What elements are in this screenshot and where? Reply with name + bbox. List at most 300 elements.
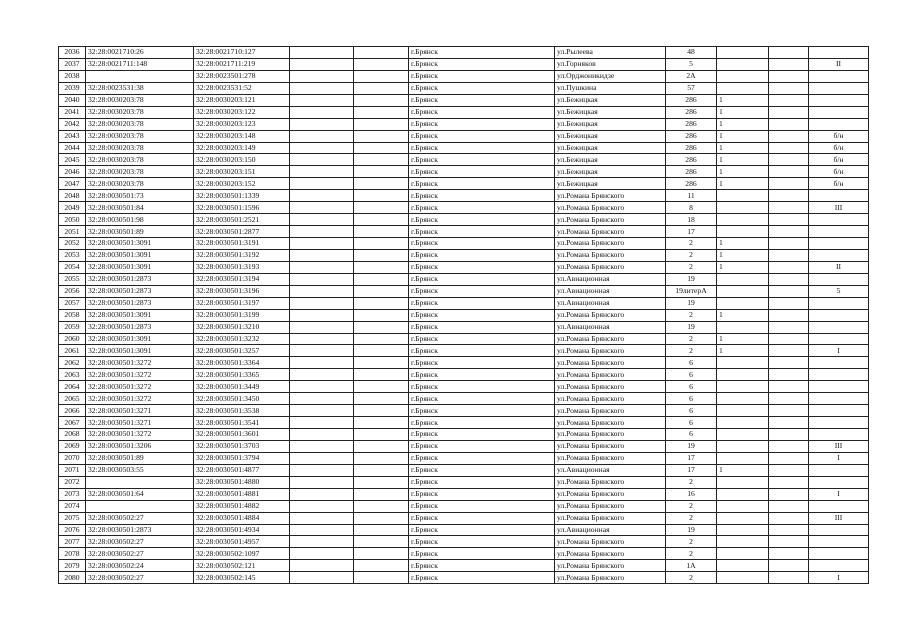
cell-city: г.Брянск xyxy=(409,130,555,142)
cell-city: г.Брянск xyxy=(409,572,555,584)
cell-row-number: 2046 xyxy=(59,166,86,178)
cell-house: 57 xyxy=(666,82,717,94)
cadastral-table xyxy=(58,46,869,584)
cell-letter xyxy=(809,309,869,321)
cell-parcel-number: 32:28:0030203:78 xyxy=(86,154,194,166)
cell-letter: б/н xyxy=(809,166,869,178)
table-row xyxy=(59,417,869,429)
cell-col-empty-3 xyxy=(769,82,809,94)
cell-col-empty-1 xyxy=(290,548,354,560)
cell-col-empty-2 xyxy=(354,238,409,250)
table-row xyxy=(59,381,869,393)
cell-city: г.Брянск xyxy=(409,238,555,250)
table-row xyxy=(59,440,869,452)
cell-street: ул.Романа Брянского xyxy=(555,429,666,441)
cell-parcel-number: 32:28:0030501:98 xyxy=(86,214,194,226)
cell-letter: III xyxy=(809,512,869,524)
cell-parcel-number: 32:28:0030203:78 xyxy=(86,178,194,190)
cell-parcel-number: 32:28:0030501:3091 xyxy=(86,261,194,273)
cell-row-number: 2039 xyxy=(59,82,86,94)
cell-street: ул.Романа Брянского xyxy=(555,238,666,250)
cell-flat xyxy=(717,47,769,59)
cell-col-empty-1 xyxy=(290,273,354,285)
cell-flat xyxy=(717,321,769,333)
cell-city: г.Брянск xyxy=(409,548,555,560)
cell-flat xyxy=(717,488,769,500)
cell-house: 286 xyxy=(666,178,717,190)
cell-parcel-number: 32:28:0030502:27 xyxy=(86,572,194,584)
cell-col-empty-3 xyxy=(769,226,809,238)
cell-house: 2 xyxy=(666,500,717,512)
cell-flat: 1 xyxy=(717,178,769,190)
cell-street: ул.Романа Брянского xyxy=(555,548,666,560)
cell-house: 1А xyxy=(666,560,717,572)
cell-col-empty-2 xyxy=(354,118,409,130)
cell-street: ул.Горняков xyxy=(555,58,666,70)
cell-row-number: 2054 xyxy=(59,261,86,273)
cell-city: г.Брянск xyxy=(409,154,555,166)
cell-col-empty-3 xyxy=(769,381,809,393)
cell-col-empty-2 xyxy=(354,47,409,59)
cell-house: 2 xyxy=(666,333,717,345)
cell-parcel-number: 32:28:0030502:27 xyxy=(86,548,194,560)
cell-house: 2 xyxy=(666,238,717,250)
cell-col-empty-2 xyxy=(354,321,409,333)
cell-letter xyxy=(809,321,869,333)
cell-street: ул.Романа Брянского xyxy=(555,357,666,369)
cell-col-empty-2 xyxy=(354,333,409,345)
cell-col-empty-1 xyxy=(290,572,354,584)
cell-object-number: 32:28:0030501:3196 xyxy=(194,285,290,297)
cell-flat: 1 xyxy=(717,238,769,250)
cell-col-empty-1 xyxy=(290,82,354,94)
cell-house: 16 xyxy=(666,488,717,500)
cell-object-number: 32:28:0030501:3364 xyxy=(194,357,290,369)
cell-col-empty-2 xyxy=(354,297,409,309)
cell-city: г.Брянск xyxy=(409,202,555,214)
cell-house: 6 xyxy=(666,381,717,393)
table-row xyxy=(59,548,869,560)
cell-col-empty-1 xyxy=(290,405,354,417)
cell-row-number: 2040 xyxy=(59,94,86,106)
cell-col-empty-1 xyxy=(290,285,354,297)
cell-street: ул.Бежицкая xyxy=(555,166,666,178)
cell-parcel-number: 32:28:0030501:3091 xyxy=(86,309,194,321)
cell-row-number: 2041 xyxy=(59,106,86,118)
cell-object-number: 32:28:0030501:3703 xyxy=(194,440,290,452)
cell-col-empty-2 xyxy=(354,536,409,548)
cell-col-empty-3 xyxy=(769,440,809,452)
cell-letter xyxy=(809,464,869,476)
cell-letter xyxy=(809,548,869,560)
cell-col-empty-2 xyxy=(354,381,409,393)
cell-house: 2 xyxy=(666,249,717,261)
cell-row-number: 2061 xyxy=(59,345,86,357)
cell-flat: 1 xyxy=(717,464,769,476)
cell-house: 11 xyxy=(666,190,717,202)
cell-flat xyxy=(717,214,769,226)
cell-object-number: 32:28:0030203:121 xyxy=(194,94,290,106)
cell-house: 2 xyxy=(666,536,717,548)
cell-col-empty-3 xyxy=(769,178,809,190)
table-row xyxy=(59,142,869,154)
cell-flat: 1 xyxy=(717,249,769,261)
cell-flat xyxy=(717,70,769,82)
cell-flat xyxy=(717,226,769,238)
cell-parcel-number: 32:28:0030501:3272 xyxy=(86,429,194,441)
cell-street: ул.Романа Брянского xyxy=(555,476,666,488)
cell-row-number: 2036 xyxy=(59,47,86,59)
cell-house: 2 xyxy=(666,309,717,321)
cell-row-number: 2056 xyxy=(59,285,86,297)
cell-city: г.Брянск xyxy=(409,47,555,59)
cell-parcel-number: 32:28:0030501:2873 xyxy=(86,273,194,285)
cell-city: г.Брянск xyxy=(409,381,555,393)
cell-object-number: 32:28:0021711:219 xyxy=(194,58,290,70)
cell-city: г.Брянск xyxy=(409,214,555,226)
cell-parcel-number: 32:28:0030501:3091 xyxy=(86,345,194,357)
cell-letter: 5 xyxy=(809,285,869,297)
cell-street: ул.Романа Брянского xyxy=(555,202,666,214)
cell-parcel-number: 32:28:0030501:2873 xyxy=(86,285,194,297)
table-row xyxy=(59,500,869,512)
cell-col-empty-2 xyxy=(354,560,409,572)
cell-col-empty-3 xyxy=(769,393,809,405)
cell-flat xyxy=(717,58,769,70)
cell-parcel-number: 32:28:0030501:64 xyxy=(86,488,194,500)
cell-city: г.Брянск xyxy=(409,178,555,190)
cell-col-empty-3 xyxy=(769,548,809,560)
cell-letter: б/н xyxy=(809,154,869,166)
cell-flat xyxy=(717,393,769,405)
cell-col-empty-3 xyxy=(769,476,809,488)
table-row xyxy=(59,476,869,488)
cell-city: г.Брянск xyxy=(409,285,555,297)
cell-col-empty-1 xyxy=(290,238,354,250)
cell-row-number: 2059 xyxy=(59,321,86,333)
cell-row-number: 2051 xyxy=(59,226,86,238)
cell-city: г.Брянск xyxy=(409,82,555,94)
cell-flat: 1 xyxy=(717,142,769,154)
cell-col-empty-1 xyxy=(290,321,354,333)
cell-parcel-number: 32:28:0030501:89 xyxy=(86,226,194,238)
cell-object-number: 32:28:0030501:3210 xyxy=(194,321,290,333)
cell-house: 2 xyxy=(666,548,717,560)
cell-city: г.Брянск xyxy=(409,524,555,536)
cell-row-number: 2045 xyxy=(59,154,86,166)
cell-city: г.Брянск xyxy=(409,166,555,178)
cell-house: 6 xyxy=(666,357,717,369)
cell-flat xyxy=(717,405,769,417)
cell-row-number: 2077 xyxy=(59,536,86,548)
cell-col-empty-2 xyxy=(354,393,409,405)
cell-object-number: 32:28:0030501:3365 xyxy=(194,369,290,381)
cell-col-empty-3 xyxy=(769,417,809,429)
cell-col-empty-2 xyxy=(354,440,409,452)
table-row xyxy=(59,94,869,106)
table-row xyxy=(59,238,869,250)
cell-object-number: 32:28:0030501:4884 xyxy=(194,512,290,524)
cell-letter xyxy=(809,429,869,441)
table-row xyxy=(59,405,869,417)
cell-col-empty-2 xyxy=(354,249,409,261)
table-row xyxy=(59,321,869,333)
cell-col-empty-2 xyxy=(354,405,409,417)
table-row xyxy=(59,297,869,309)
cell-city: г.Брянск xyxy=(409,273,555,285)
cell-city: г.Брянск xyxy=(409,452,555,464)
cell-flat xyxy=(717,572,769,584)
cell-object-number: 32:28:0030203:152 xyxy=(194,178,290,190)
cell-city: г.Брянск xyxy=(409,429,555,441)
cell-object-number: 32:28:0030501:3199 xyxy=(194,309,290,321)
cell-row-number: 2078 xyxy=(59,548,86,560)
cell-object-number: 32:28:0030203:123 xyxy=(194,118,290,130)
cell-object-number: 32:28:0030501:2877 xyxy=(194,226,290,238)
cell-row-number: 2067 xyxy=(59,417,86,429)
cell-parcel-number: 32:28:0030502:27 xyxy=(86,536,194,548)
cell-col-empty-1 xyxy=(290,357,354,369)
cell-street: ул.Романа Брянского xyxy=(555,560,666,572)
cell-street: ул.Романа Брянского xyxy=(555,261,666,273)
cell-col-empty-1 xyxy=(290,309,354,321)
cell-flat: 1 xyxy=(717,118,769,130)
cell-col-empty-2 xyxy=(354,142,409,154)
cell-row-number: 2064 xyxy=(59,381,86,393)
cell-letter xyxy=(809,238,869,250)
cell-city: г.Брянск xyxy=(409,512,555,524)
cell-parcel-number: 32:28:0030501:3272 xyxy=(86,369,194,381)
cell-col-empty-2 xyxy=(354,154,409,166)
cell-parcel-number xyxy=(86,70,194,82)
cell-flat xyxy=(717,536,769,548)
cell-flat xyxy=(717,297,769,309)
cell-flat xyxy=(717,369,769,381)
cell-house: 2А xyxy=(666,70,717,82)
cell-city: г.Брянск xyxy=(409,417,555,429)
cell-parcel-number: 32:28:0030501:3272 xyxy=(86,381,194,393)
table-row xyxy=(59,285,869,297)
cell-flat: 1 xyxy=(717,309,769,321)
cell-object-number: 32:28:0030203:148 xyxy=(194,130,290,142)
cell-flat: 1 xyxy=(717,333,769,345)
cell-letter xyxy=(809,82,869,94)
cell-row-number: 2042 xyxy=(59,118,86,130)
table-row xyxy=(59,202,869,214)
cell-col-empty-2 xyxy=(354,345,409,357)
cell-letter: I xyxy=(809,452,869,464)
cell-flat xyxy=(717,500,769,512)
cell-flat: 1 xyxy=(717,106,769,118)
cell-col-empty-1 xyxy=(290,58,354,70)
cell-street: ул.Романа Брянского xyxy=(555,572,666,584)
cell-parcel-number: 32:28:0030203:78 xyxy=(86,94,194,106)
cell-row-number: 2058 xyxy=(59,309,86,321)
cell-flat xyxy=(717,476,769,488)
cell-col-empty-1 xyxy=(290,429,354,441)
table-row xyxy=(59,572,869,584)
cell-street: ул.Романа Брянского xyxy=(555,333,666,345)
cell-city: г.Брянск xyxy=(409,500,555,512)
cell-parcel-number: 32:28:0030501:3271 xyxy=(86,417,194,429)
table-row xyxy=(59,452,869,464)
cell-col-empty-3 xyxy=(769,333,809,345)
cell-letter xyxy=(809,524,869,536)
cell-object-number: 32:28:0030501:4877 xyxy=(194,464,290,476)
cell-street: ул.Романа Брянского xyxy=(555,249,666,261)
cell-flat: 1 xyxy=(717,130,769,142)
cell-street: ул.Романа Брянского xyxy=(555,500,666,512)
cell-col-empty-2 xyxy=(354,524,409,536)
cell-parcel-number: 32:28:0030501:3271 xyxy=(86,405,194,417)
cell-house: 286 xyxy=(666,130,717,142)
cell-letter xyxy=(809,500,869,512)
cell-col-empty-1 xyxy=(290,536,354,548)
cell-house: 19 xyxy=(666,273,717,285)
cell-parcel-number: 32:28:0030501:2873 xyxy=(86,297,194,309)
cell-col-empty-3 xyxy=(769,202,809,214)
cell-street: ул.Бежицкая xyxy=(555,94,666,106)
cell-col-empty-1 xyxy=(290,333,354,345)
table-row xyxy=(59,369,869,381)
cell-object-number: 32:28:0030501:3541 xyxy=(194,417,290,429)
cell-city: г.Брянск xyxy=(409,118,555,130)
cell-col-empty-3 xyxy=(769,238,809,250)
cell-col-empty-3 xyxy=(769,429,809,441)
cell-col-empty-2 xyxy=(354,452,409,464)
cell-parcel-number: 32:28:0021710:26 xyxy=(86,47,194,59)
table-row xyxy=(59,118,869,130)
cell-letter xyxy=(809,357,869,369)
cell-parcel-number: 32:28:0030501:3091 xyxy=(86,238,194,250)
cell-parcel-number: 32:28:0030501:89 xyxy=(86,452,194,464)
cell-object-number: 32:28:0030501:4934 xyxy=(194,524,290,536)
cell-col-empty-2 xyxy=(354,429,409,441)
table-row xyxy=(59,166,869,178)
cell-col-empty-3 xyxy=(769,249,809,261)
cell-parcel-number: 32:28:0030501:2873 xyxy=(86,321,194,333)
cell-col-empty-2 xyxy=(354,130,409,142)
cell-flat xyxy=(717,285,769,297)
cell-col-empty-3 xyxy=(769,345,809,357)
table-row xyxy=(59,560,869,572)
cell-col-empty-1 xyxy=(290,524,354,536)
cell-object-number: 32:28:0030501:2521 xyxy=(194,214,290,226)
cell-street: ул.Романа Брянского xyxy=(555,405,666,417)
cell-letter xyxy=(809,536,869,548)
cell-letter: б/н xyxy=(809,178,869,190)
cell-house: 19 xyxy=(666,321,717,333)
cell-parcel-number: 32:28:0021711:148 xyxy=(86,58,194,70)
cell-letter xyxy=(809,70,869,82)
table-row xyxy=(59,70,869,82)
cell-street: ул.Романа Брянского xyxy=(555,393,666,405)
cell-street: ул.Бежицкая xyxy=(555,118,666,130)
cell-city: г.Брянск xyxy=(409,261,555,273)
cell-row-number: 2076 xyxy=(59,524,86,536)
cell-col-empty-3 xyxy=(769,261,809,273)
cell-letter xyxy=(809,333,869,345)
cell-row-number: 2050 xyxy=(59,214,86,226)
cell-object-number: 32:28:0030203:150 xyxy=(194,154,290,166)
cell-col-empty-1 xyxy=(290,47,354,59)
cell-house: 2 xyxy=(666,572,717,584)
cell-letter xyxy=(809,118,869,130)
cell-house: 2 xyxy=(666,261,717,273)
cell-row-number: 2069 xyxy=(59,440,86,452)
cell-city: г.Брянск xyxy=(409,345,555,357)
cell-object-number: 32:28:0030502:121 xyxy=(194,560,290,572)
table-row xyxy=(59,464,869,476)
cell-city: г.Брянск xyxy=(409,249,555,261)
cell-flat xyxy=(717,82,769,94)
cell-street: ул.Романа Брянского xyxy=(555,226,666,238)
cell-city: г.Брянск xyxy=(409,321,555,333)
cell-letter xyxy=(809,297,869,309)
cell-col-empty-3 xyxy=(769,273,809,285)
cell-col-empty-1 xyxy=(290,261,354,273)
cell-col-empty-3 xyxy=(769,130,809,142)
cell-col-empty-3 xyxy=(769,285,809,297)
cell-col-empty-3 xyxy=(769,500,809,512)
cell-parcel-number: 32:28:0030502:24 xyxy=(86,560,194,572)
cell-street: ул.Орджоникидзе xyxy=(555,70,666,82)
cell-col-empty-1 xyxy=(290,154,354,166)
cell-house: 2 xyxy=(666,512,717,524)
cell-letter: II xyxy=(809,58,869,70)
cell-city: г.Брянск xyxy=(409,333,555,345)
cell-row-number: 2053 xyxy=(59,249,86,261)
cell-house: 8 xyxy=(666,202,717,214)
cell-row-number: 2068 xyxy=(59,429,86,441)
cell-flat xyxy=(717,524,769,536)
cell-row-number: 2071 xyxy=(59,464,86,476)
cell-col-empty-3 xyxy=(769,572,809,584)
cell-house: 2 xyxy=(666,476,717,488)
cell-object-number: 32:28:0030501:3197 xyxy=(194,297,290,309)
cell-flat: 1 xyxy=(717,94,769,106)
cell-street: ул.Авиационная xyxy=(555,285,666,297)
cell-col-empty-3 xyxy=(769,309,809,321)
cell-letter: б/н xyxy=(809,142,869,154)
cell-col-empty-2 xyxy=(354,261,409,273)
cell-col-empty-3 xyxy=(769,190,809,202)
cell-col-empty-3 xyxy=(769,488,809,500)
cell-col-empty-3 xyxy=(769,321,809,333)
cell-col-empty-2 xyxy=(354,285,409,297)
table-row xyxy=(59,309,869,321)
table-row xyxy=(59,249,869,261)
cell-street: ул.Бежицкая xyxy=(555,178,666,190)
cell-col-empty-1 xyxy=(290,345,354,357)
cell-street: ул.Романа Брянского xyxy=(555,345,666,357)
cell-city: г.Брянск xyxy=(409,476,555,488)
cell-street: ул.Романа Брянского xyxy=(555,488,666,500)
cell-row-number: 2037 xyxy=(59,58,86,70)
cell-parcel-number: 32:28:0030501:3206 xyxy=(86,440,194,452)
cell-house: 17 xyxy=(666,226,717,238)
cell-object-number: 32:28:0023501:278 xyxy=(194,70,290,82)
cell-col-empty-3 xyxy=(769,142,809,154)
cell-street: ул.Романа Брянского xyxy=(555,214,666,226)
cell-letter xyxy=(809,560,869,572)
cell-parcel-number: 32:28:0030501:73 xyxy=(86,190,194,202)
cell-street: ул.Бежицкая xyxy=(555,142,666,154)
cell-street: ул.Авиационная xyxy=(555,273,666,285)
cell-house: 6 xyxy=(666,369,717,381)
cell-col-empty-1 xyxy=(290,214,354,226)
cell-col-empty-3 xyxy=(769,118,809,130)
